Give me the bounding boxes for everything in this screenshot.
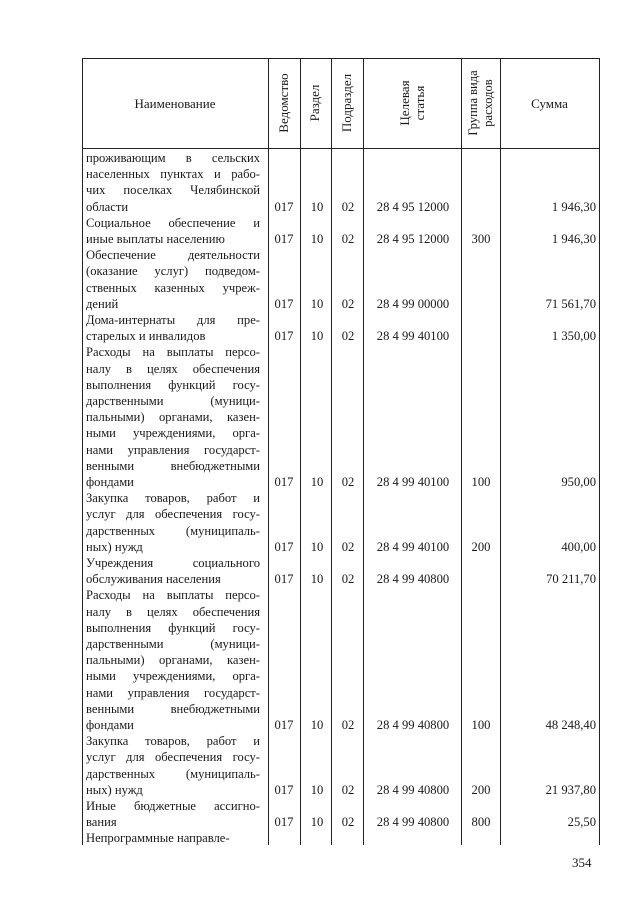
- header-name: Наименование: [134, 96, 216, 111]
- row-podrazdel: 02: [341, 199, 355, 214]
- row-name-line: дений: [86, 296, 119, 311]
- row-podrazdel: 02: [341, 572, 355, 587]
- row-razdel: 10: [310, 815, 324, 830]
- row-vedomstvo: 017: [274, 539, 294, 554]
- row-name-line: обслуживания населения: [86, 572, 221, 587]
- row-name-line: пальными) органами, казен-: [86, 653, 260, 668]
- row-name-line: старелых и инвалидов: [86, 329, 206, 344]
- row-name-line: ственных казенных учреж-: [86, 280, 260, 295]
- page-number: 354: [572, 855, 592, 870]
- row-name-line: ных) нужд: [86, 782, 143, 797]
- header-razdel: Раздел: [307, 84, 322, 122]
- row-name-line: населенных пунктах и рабо-: [86, 167, 260, 182]
- row-summa: 1 946,30: [551, 199, 596, 214]
- row-name-line: Закупка товаров, работ и: [86, 734, 260, 749]
- row-name-line: нами управления государст-: [86, 442, 260, 457]
- header-vedomstvo: Ведомство: [276, 73, 291, 133]
- row-razdel: 10: [310, 199, 324, 214]
- row-razdel: 10: [310, 231, 324, 246]
- column-divider: [500, 58, 501, 845]
- row-vedomstvo: 017: [274, 815, 294, 830]
- row-name-line: Расходы на выплаты персо-: [86, 345, 260, 360]
- row-summa: 48 248,40: [545, 717, 596, 732]
- column-divider: [363, 58, 364, 845]
- row-name: [86, 587, 260, 733]
- row-name: [86, 344, 260, 490]
- row-vedomstvo: 017: [274, 329, 294, 344]
- header-gruppa-line2: расходов: [481, 79, 495, 127]
- row-name-line: Расходы на выплаты персо-: [86, 588, 260, 603]
- row-summa: 950,00: [561, 474, 596, 489]
- row-vedomstvo: 017: [274, 572, 294, 587]
- row-name-line: услуг для обеспечения госу-: [86, 507, 260, 522]
- row-vedomstvo: 017: [274, 717, 294, 732]
- row-name-line: фондами: [86, 475, 134, 490]
- row-celevaya: 28 4 99 40800: [376, 572, 450, 587]
- row-podrazdel: 02: [341, 296, 355, 311]
- table-border-right: [599, 58, 600, 845]
- row-gruppa: 100: [471, 717, 491, 732]
- row-name-line: проживающим в сельских: [86, 151, 260, 165]
- row-podrazdel: 02: [341, 782, 355, 797]
- row-name-line: выполнения функций госу-: [86, 620, 260, 635]
- row-name-line: дарственных (муниципаль-: [86, 523, 260, 538]
- row-podrazdel: 02: [341, 231, 355, 246]
- row-celevaya: 28 4 95 12000: [376, 231, 450, 246]
- row-podrazdel: 02: [341, 815, 355, 830]
- row-name: [86, 830, 260, 846]
- column-divider: [300, 58, 301, 845]
- row-vedomstvo: 017: [274, 231, 294, 246]
- row-name-line: Иные бюджетные ассигно-: [86, 799, 260, 813]
- row-name: [86, 798, 260, 830]
- row-name-line: Дома-интернаты для пре-: [86, 313, 260, 327]
- header-summa: Сумма: [531, 96, 568, 111]
- row-name-line: налу в целях обеспечения: [86, 604, 260, 619]
- row-summa: 25,50: [567, 815, 596, 830]
- row-celevaya: 28 4 99 40100: [376, 329, 450, 344]
- header-celevaya-line1: Целевая: [397, 80, 412, 126]
- header-gruppa: [466, 53, 496, 153]
- row-name-line: ными учреждениями, орга-: [86, 669, 260, 684]
- row-name-line: Закупка товаров, работ и: [86, 491, 260, 506]
- row-name-line: дарственных (муниципаль-: [86, 766, 260, 781]
- row-razdel: 10: [310, 474, 324, 489]
- row-name: [86, 312, 260, 344]
- row-name: [86, 555, 260, 587]
- row-gruppa: 200: [471, 782, 491, 797]
- table-border-left: [82, 58, 83, 845]
- row-podrazdel: 02: [341, 717, 355, 732]
- row-name-line: ных) нужд: [86, 539, 143, 554]
- row-razdel: 10: [310, 329, 324, 344]
- row-name-line: выполнения функций госу-: [86, 377, 260, 392]
- row-name-line: Социальное обеспечение и: [86, 215, 260, 230]
- row-name-line: дарственными (муници-: [86, 394, 260, 408]
- row-name-line: Непрограммные направле-: [86, 831, 230, 846]
- row-name-line: пальными) органами, казен-: [86, 410, 260, 425]
- row-celevaya: 28 4 99 40800: [376, 782, 450, 797]
- row-summa: 21 937,80: [545, 782, 596, 797]
- row-name-line: (оказание услуг) подведом-: [86, 264, 260, 279]
- row-summa: 400,00: [561, 539, 596, 554]
- row-celevaya: 28 4 99 40100: [376, 474, 450, 489]
- row-gruppa: 100: [471, 474, 491, 489]
- column-divider: [461, 58, 462, 845]
- row-name-line: чих поселках Челябинской: [86, 183, 260, 198]
- row-name-line: налу в целях обеспечения: [86, 361, 260, 376]
- row-podrazdel: 02: [341, 539, 355, 554]
- row-celevaya: 28 4 99 40800: [376, 815, 450, 830]
- column-divider: [331, 58, 332, 845]
- row-razdel: 10: [310, 572, 324, 587]
- row-name-line: услуг для обеспечения госу-: [86, 750, 260, 765]
- header-celevaya: [397, 53, 427, 153]
- row-celevaya: 28 4 99 40100: [376, 539, 450, 554]
- row-vedomstvo: 017: [274, 199, 294, 214]
- row-vedomstvo: 017: [274, 296, 294, 311]
- header-gruppa-line1: Группа вида: [466, 70, 480, 136]
- row-name-line: венными внебюджетными: [86, 701, 260, 716]
- row-name-line: ными учреждениями, орга-: [86, 426, 260, 441]
- row-name-line: Учреждения социального: [86, 556, 260, 570]
- row-vedomstvo: 017: [274, 782, 294, 797]
- row-name-line: дарственными (муници-: [86, 637, 260, 651]
- row-summa: 1 350,00: [551, 329, 596, 344]
- row-name-line: вания: [86, 815, 117, 830]
- row-name-line: нами управления государст-: [86, 685, 260, 700]
- row-name-line: Обеспечение деятельности: [86, 248, 260, 263]
- header-podrazdel: Подраздел: [339, 73, 354, 133]
- header-celevaya-line2: статья: [412, 85, 427, 121]
- row-name: [86, 150, 260, 215]
- row-gruppa: 200: [471, 539, 491, 554]
- row-podrazdel: 02: [341, 329, 355, 344]
- row-name: [86, 490, 260, 555]
- row-celevaya: 28 4 99 00000: [376, 296, 450, 311]
- row-summa: 71 561,70: [545, 296, 596, 311]
- row-name-line: области: [86, 199, 129, 214]
- row-name: [86, 733, 260, 798]
- row-gruppa: 800: [471, 815, 491, 830]
- row-razdel: 10: [310, 296, 324, 311]
- row-name: [86, 215, 260, 247]
- row-name-line: фондами: [86, 718, 134, 733]
- row-name-line: иные выплаты населению: [86, 232, 225, 246]
- row-gruppa: 300: [471, 231, 491, 246]
- row-razdel: 10: [310, 717, 324, 732]
- row-celevaya: 28 4 99 40800: [376, 717, 450, 732]
- row-name-line: венными внебюджетными: [86, 458, 260, 473]
- row-summa: 1 946,30: [551, 231, 596, 246]
- row-name: [86, 247, 260, 312]
- row-celevaya: 28 4 95 12000: [376, 199, 450, 214]
- column-divider: [268, 58, 269, 845]
- row-razdel: 10: [310, 539, 324, 554]
- row-vedomstvo: 017: [274, 474, 294, 489]
- row-podrazdel: 02: [341, 474, 355, 489]
- row-summa: 70 211,70: [546, 572, 596, 587]
- row-razdel: 10: [310, 782, 324, 797]
